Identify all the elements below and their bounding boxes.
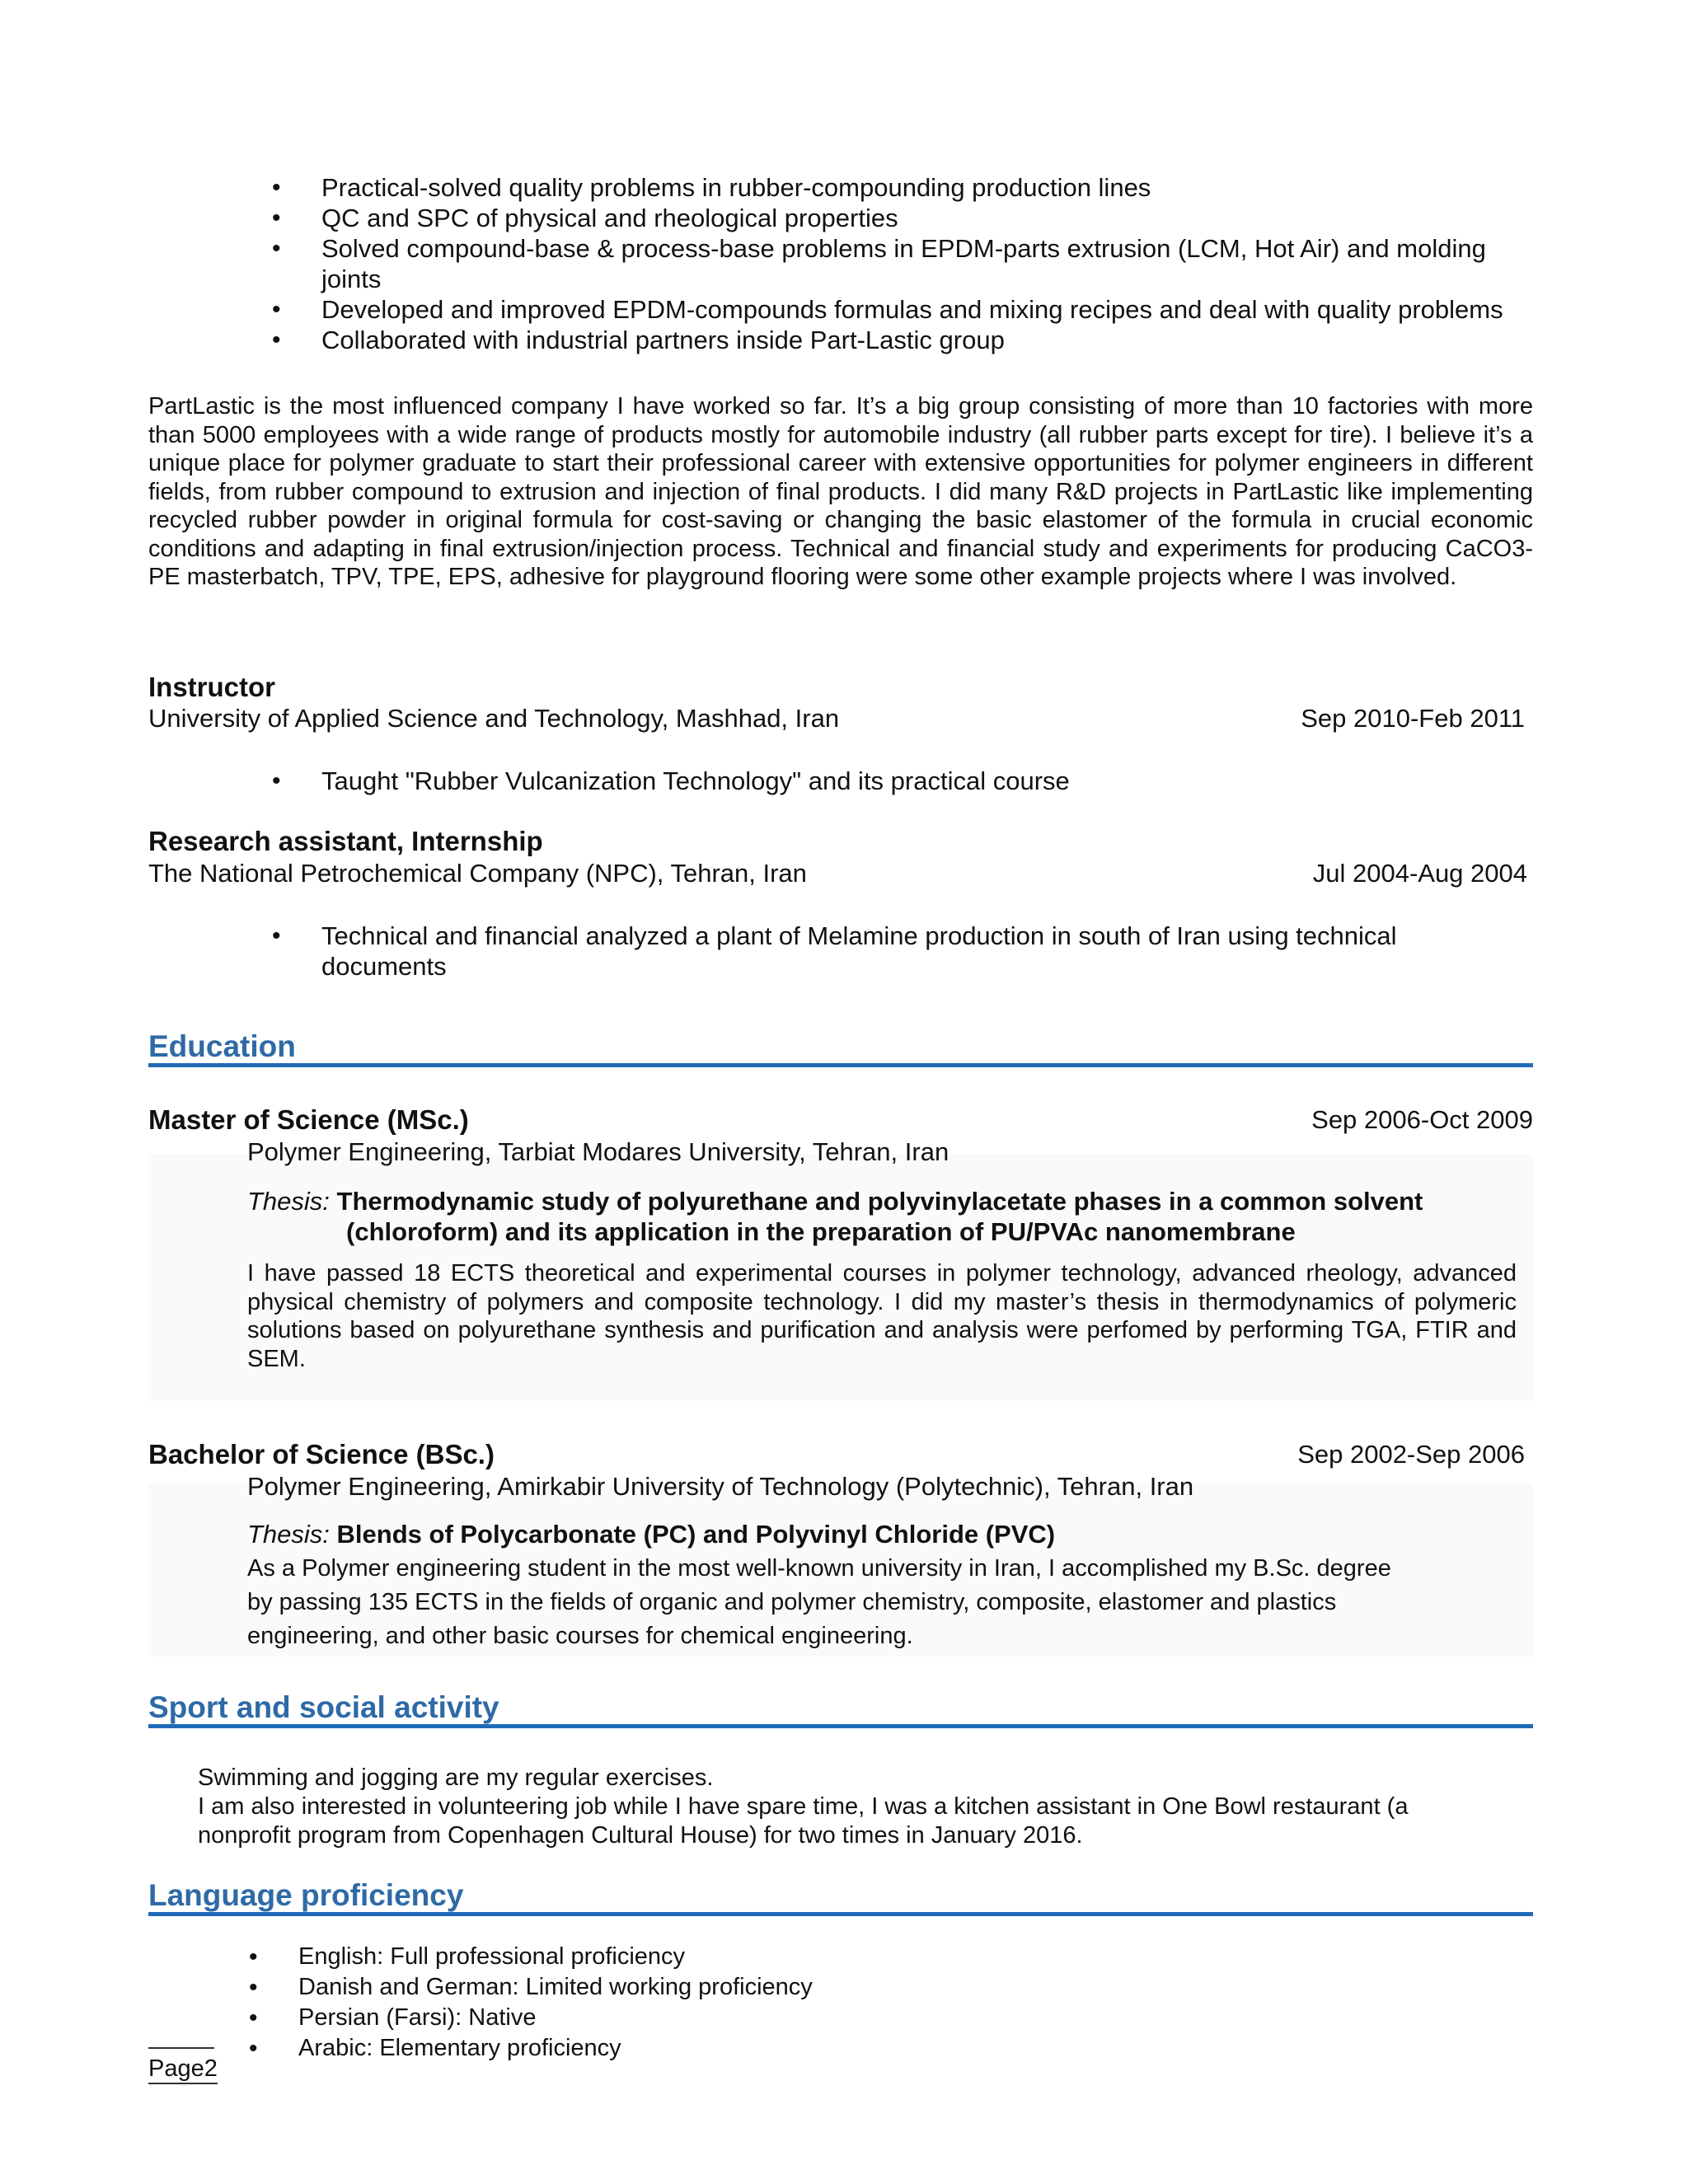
list-item: • Taught "Rubber Vulcanization Technology" and its practical course bbox=[321, 766, 1550, 796]
list-item: • Practical-solved quality problems in rubber-compounding production lines bbox=[321, 172, 1550, 203]
degree-dates: Sep 2006-Oct 2009 bbox=[1311, 1105, 1533, 1134]
section-language bbox=[148, 1879, 1533, 1916]
degree-dates: Sep 2002-Sep 2006 bbox=[1297, 1440, 1525, 1469]
company-description: PartLastic is the most influenced company I have worked so far. It’s a big group consisting of more than 10 factories with more than 5000 employees with a wide range of products mostly for automobile industry (all rubber parts except for tire). I believe it’s a unique place for polymer graduate to start their professional career with extensive opportunities for polymer engineers in different fields, from rubber compound to extrusion and injection of final products. I did many R&D projects in PartLastic like implementing recycled rubber powder in original formula for cost-saving or changing the basic elastomer of the formula in crucial economic conditions and adapting in final extrusion/injection process. Technical and financial study and experiments for producing CaCO3-PE masterbatch, TPV, TPE, EPS, adhesive for playground flooring were some other example projects where I was involved. bbox=[148, 393, 1533, 590]
job-dates: Jul 2004-Aug 2004 bbox=[1312, 859, 1527, 888]
thesis-title-continued: (chloroform) and its application in the preparation of PU/PVAc nanomembrane bbox=[346, 1217, 1296, 1246]
degree-description: I have passed 18 ECTS theoretical and experimental courses in polymer technology, advanced rheology, advanced physical chemistry of polymers and composite technology. I did my master’s thesis in thermodynamics of polymeric solutions based on polyurethane synthesis and purification and analysis were perfomed by performing TGA, FTIR and SEM. bbox=[247, 1260, 1517, 1372]
job-bullets bbox=[321, 766, 1550, 796]
page-number: Page2 bbox=[148, 2055, 218, 2084]
job-title: Research assistant, Internship bbox=[148, 826, 543, 856]
job-organization: The National Petrochemical Company (NPC), Tehran, Iran bbox=[148, 859, 807, 888]
degree-title: Bachelor of Science (BSc.) bbox=[148, 1439, 495, 1469]
section-sport bbox=[148, 1691, 1533, 1728]
thesis-title: Blends of Polycarbonate (PC) and Polyvinyl Chloride (PVC) bbox=[336, 1520, 1056, 1549]
footer-rule bbox=[148, 2047, 214, 2049]
list-item: • Solved compound-base & process-base problems in EPDM-parts extrusion (LCM, Hot Air) and molding joints bbox=[321, 233, 1550, 294]
sport-line: Swimming and jogging are my regular exercises. bbox=[198, 1765, 714, 1791]
degree-school: Polymer Engineering, Tarbiat Modares University, Tehran, Iran bbox=[247, 1137, 950, 1166]
job-bullets bbox=[321, 921, 1459, 982]
thesis-label: Thesis: bbox=[247, 1187, 330, 1216]
job-title: Instructor bbox=[148, 672, 276, 702]
sport-line: I am also interested in volunteering job while I have spare time, I was a kitchen assistant in One Bowl restaurant (a nonprofit program from Copenhagen Cultural House) for two times in January 2016. bbox=[198, 1793, 1409, 1849]
degree-school: Polymer Engineering, Amirkabir University of Technology (Polytechnic), Tehran, Iran bbox=[247, 1472, 1194, 1501]
job-organization: University of Applied Science and Technology, Mashhad, Iran bbox=[148, 704, 840, 733]
section-title: Language proficiency bbox=[148, 1878, 464, 1912]
language-list bbox=[298, 1942, 1452, 2064]
list-item: • Collaborated with industrial partners inside Part-Lastic group bbox=[321, 325, 1550, 355]
list-item: • Developed and improved EPDM-compounds formulas and mixing recipes and deal with quality problems bbox=[321, 294, 1550, 325]
degree-description: As a Polymer engineering student in the most well-known university in Iran, I accomplished my B.Sc. degree by passing 135 ECTS in the fields of organic and polymer chemistry, composite, elastomer and plastics engineering, and other basic courses for chemical engineering. bbox=[247, 1555, 1391, 1649]
list-item: • Arabic: Elementary proficiency bbox=[298, 2033, 1452, 2064]
degree-title: Master of Science (MSc.) bbox=[148, 1104, 469, 1135]
job-dates: Sep 2010-Feb 2011 bbox=[1301, 704, 1525, 733]
list-item: • Technical and financial analyzed a plant of Melamine production in south of Iran using technical documents bbox=[321, 921, 1459, 982]
list-item: • Persian (Farsi): Native bbox=[298, 2003, 1452, 2033]
list-item: • QC and SPC of physical and rheological properties bbox=[321, 203, 1550, 233]
thesis-title: Thermodynamic study of polyurethane and polyvinylacetate phases in a common solvent bbox=[336, 1187, 1423, 1216]
thesis-label: Thesis: bbox=[247, 1520, 330, 1549]
list-item: • English: Full professional proficiency bbox=[298, 1942, 1452, 1972]
responsibilities-list bbox=[321, 172, 1550, 355]
thesis-line bbox=[247, 1187, 1423, 1216]
section-title: Sport and social activity bbox=[148, 1690, 499, 1724]
thesis-line bbox=[247, 1520, 1055, 1549]
list-item: • Danish and German: Limited working proficiency bbox=[298, 1972, 1452, 2003]
section-title: Education bbox=[148, 1029, 296, 1063]
section-education bbox=[148, 1030, 1533, 1067]
